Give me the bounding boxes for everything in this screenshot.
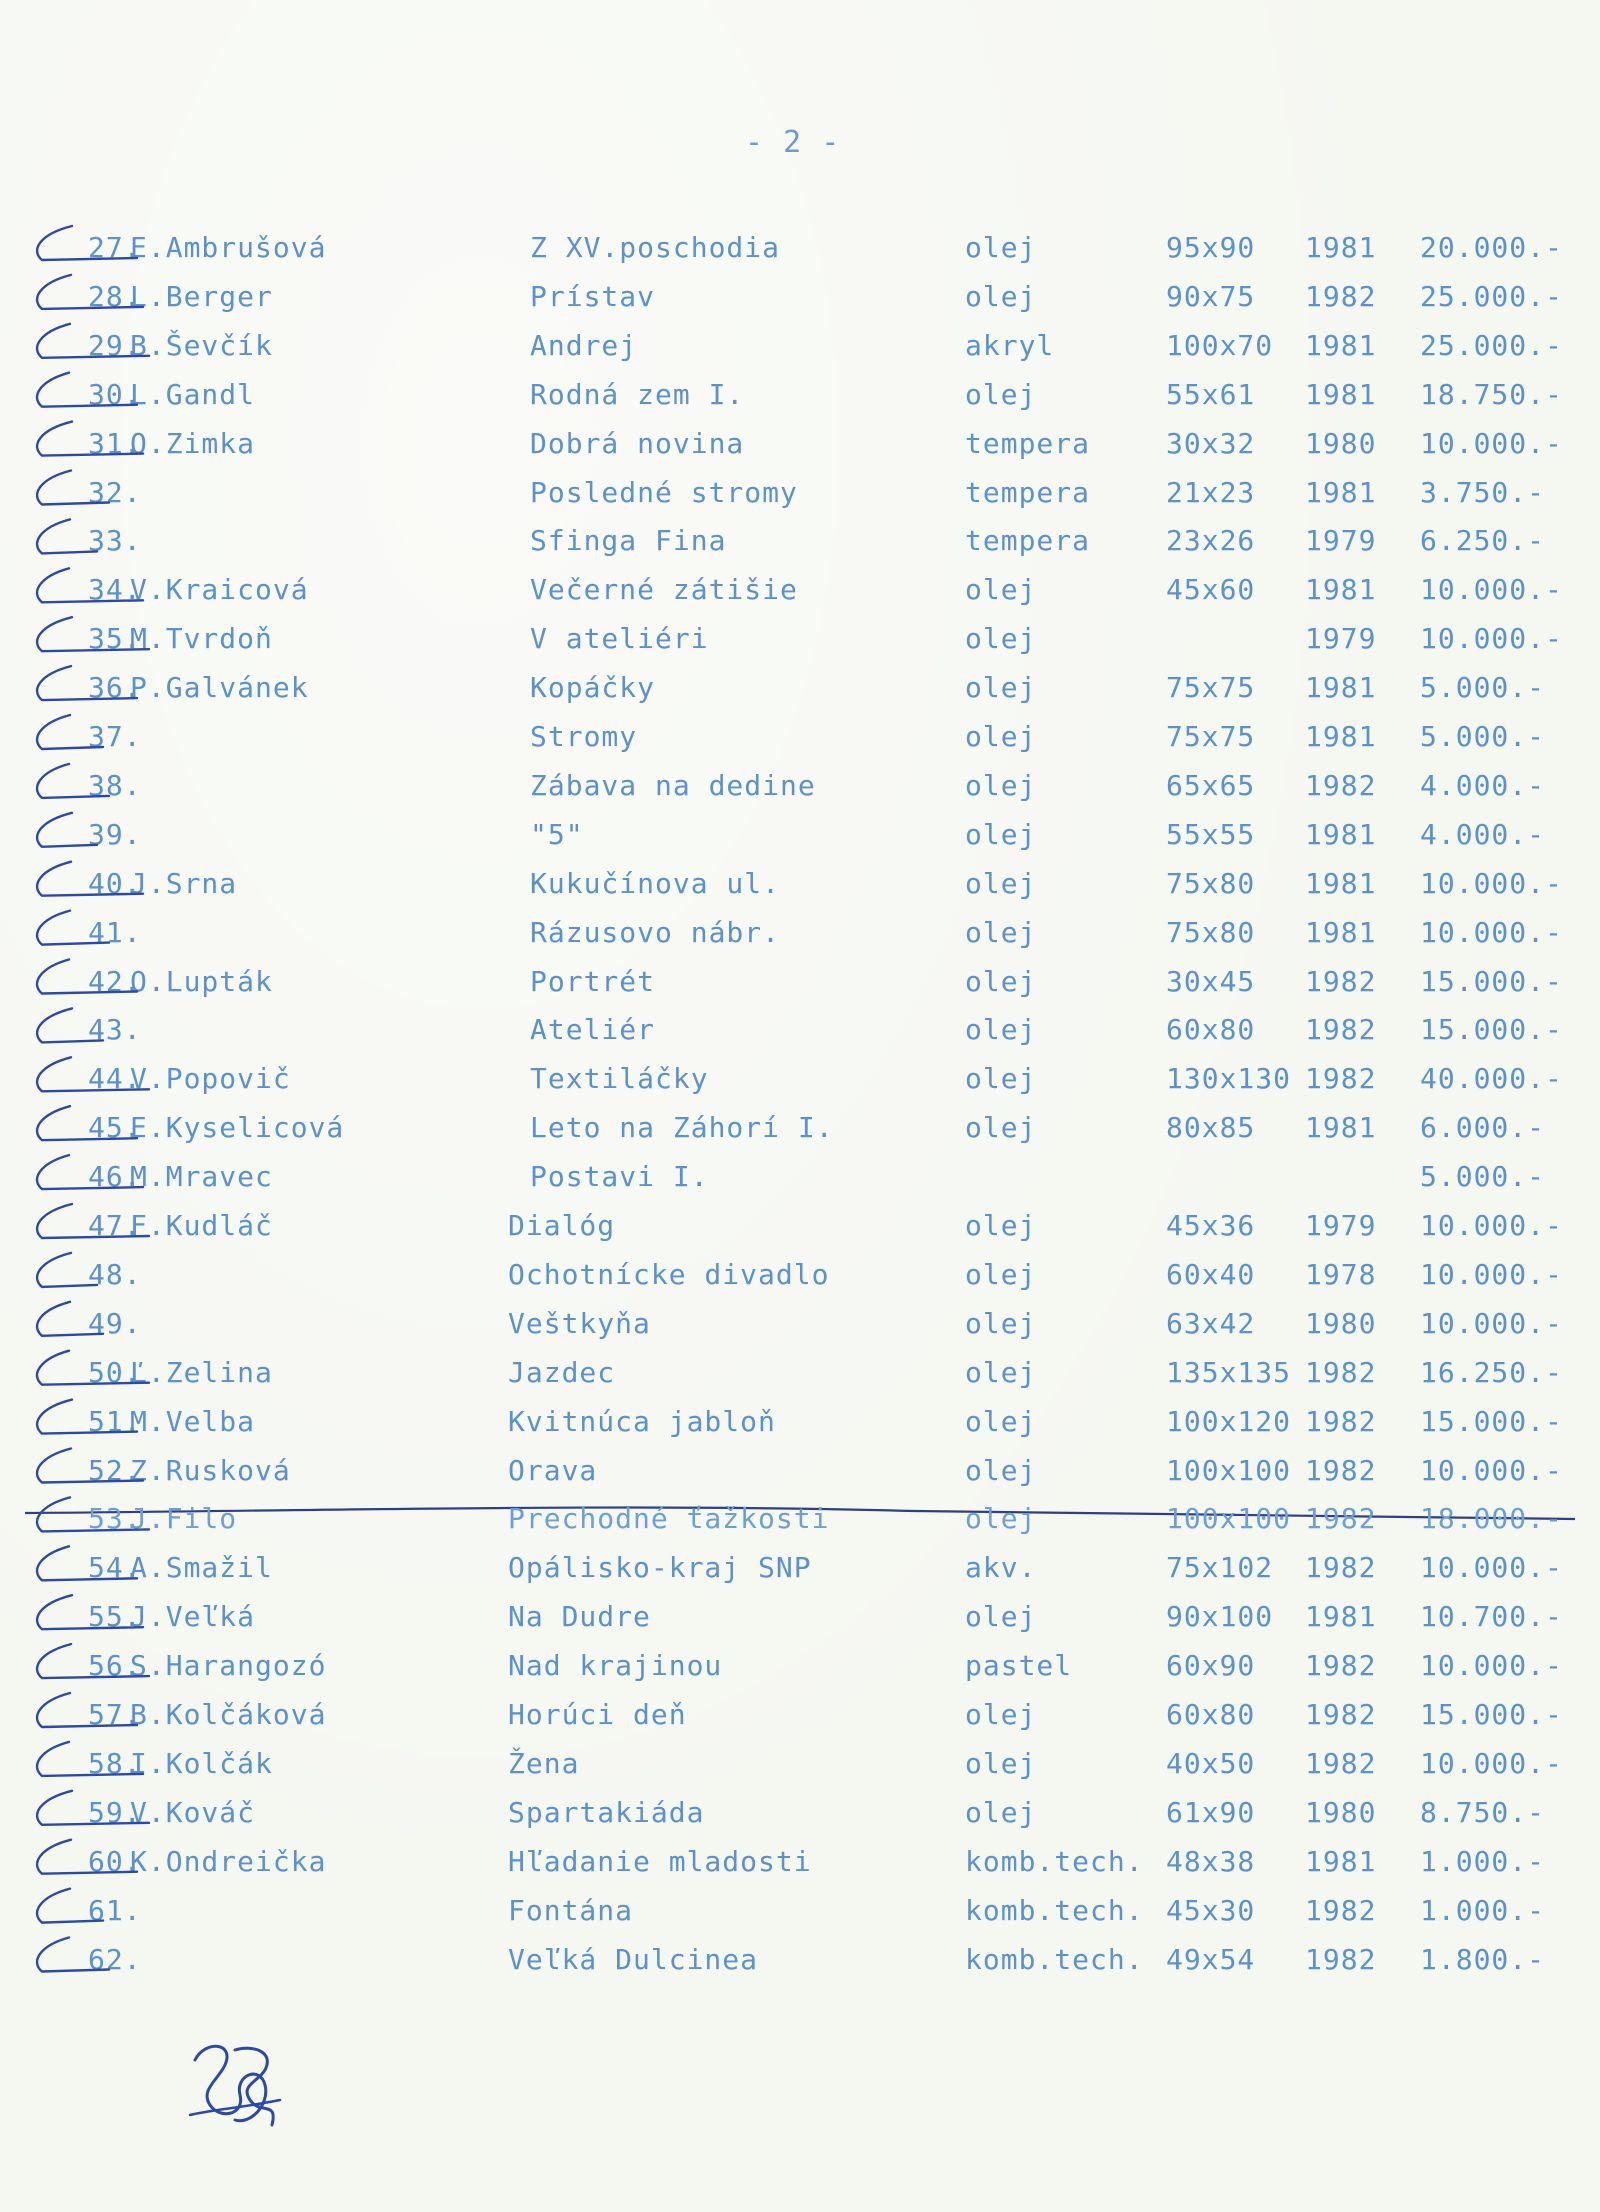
artist-name: B.Ševčík xyxy=(130,328,273,362)
year: 1982 xyxy=(1305,1013,1377,1047)
dimensions: 21x23 xyxy=(1166,475,1256,509)
technique: olej xyxy=(965,1795,1037,1829)
artwork-title: Opálisko-kraj SNP xyxy=(508,1551,812,1585)
artist-name: V.Popovič xyxy=(130,1062,291,1096)
year: 1981 xyxy=(1305,720,1377,753)
technique: olej xyxy=(965,1746,1037,1780)
price: 8.750.- xyxy=(1420,1795,1546,1829)
price: 3.750.- xyxy=(1420,475,1546,509)
dimensions: 60x40 xyxy=(1166,1257,1256,1291)
artwork-title: Sfinga Fina xyxy=(530,524,727,558)
table-row xyxy=(0,1736,1600,1785)
row-number: 28. xyxy=(88,279,142,313)
artwork-title: Kvitnúca jabloň xyxy=(508,1404,776,1438)
dimensions: 45x30 xyxy=(1166,1893,1256,1927)
price: 10.000.- xyxy=(1420,1209,1563,1242)
table-row xyxy=(0,1785,1600,1834)
year: 1982 xyxy=(1305,1355,1377,1389)
technique: olej xyxy=(965,622,1037,656)
technique: olej xyxy=(965,1306,1037,1340)
table-row xyxy=(0,1394,1600,1443)
artist-name: I.Kolčák xyxy=(130,1746,273,1780)
table-row xyxy=(0,1100,1600,1149)
dimensions: 100x100 xyxy=(1166,1502,1292,1536)
artwork-title: Zábava na dedine xyxy=(530,768,816,802)
artwork-title: Jazdec xyxy=(508,1355,616,1389)
table-row xyxy=(0,1296,1600,1345)
dimensions: 95x90 xyxy=(1166,231,1256,264)
technique: olej xyxy=(965,866,1037,900)
price: 15.000.- xyxy=(1420,1404,1563,1438)
year: 1981 xyxy=(1305,1844,1377,1878)
technique: olej xyxy=(965,1111,1037,1145)
year: 1980 xyxy=(1305,1795,1377,1829)
price: 5.000.- xyxy=(1420,671,1546,705)
price: 4.000.- xyxy=(1420,768,1546,802)
technique: olej xyxy=(965,1453,1037,1487)
artist-name: Z.Rusková xyxy=(130,1453,291,1487)
table-row xyxy=(0,1589,1600,1638)
dimensions: 80x85 xyxy=(1166,1111,1256,1145)
row-number: 37. xyxy=(88,720,142,753)
table-row xyxy=(0,709,1600,758)
row-number: 60. xyxy=(88,1844,142,1878)
price: 10.000.- xyxy=(1420,426,1563,460)
price: 25.000.- xyxy=(1420,328,1563,362)
technique: komb.tech. xyxy=(965,1893,1144,1927)
dimensions: 61x90 xyxy=(1166,1795,1256,1829)
artwork-title: Ochotnícke divadlo xyxy=(508,1257,830,1291)
artwork-title: Večerné zátišie xyxy=(530,573,798,607)
artwork-title: Portrét xyxy=(530,964,656,998)
handwritten-initials-icon xyxy=(180,2030,290,2140)
year: 1980 xyxy=(1305,426,1377,460)
price: 10.000.- xyxy=(1420,1453,1563,1487)
table-row xyxy=(0,1443,1600,1492)
dimensions: 75x80 xyxy=(1166,915,1256,949)
year: 1982 xyxy=(1305,1746,1377,1780)
price: 16.250.- xyxy=(1420,1355,1563,1389)
year: 1981 xyxy=(1305,231,1377,264)
artwork-title: Dobrá novina xyxy=(530,426,745,460)
price: 10.000.- xyxy=(1420,915,1563,949)
artwork-title: Leto na Záhorí I. xyxy=(530,1111,834,1145)
dimensions: 55x55 xyxy=(1166,817,1256,851)
row-number: 55. xyxy=(88,1600,142,1634)
dimensions: 40x50 xyxy=(1166,1746,1256,1780)
row-number: 53. xyxy=(88,1502,142,1536)
row-number: 43. xyxy=(88,1013,142,1047)
table-row xyxy=(0,1883,1600,1932)
table-row xyxy=(0,1247,1600,1296)
row-number: 58. xyxy=(88,1746,142,1780)
technique: olej xyxy=(965,671,1037,705)
technique: olej xyxy=(965,573,1037,607)
row-number: 47. xyxy=(88,1209,142,1242)
artist-name: S.Harangozó xyxy=(130,1649,327,1683)
artist-name: V.Kováč xyxy=(130,1795,256,1829)
technique: olej xyxy=(965,1257,1037,1291)
row-number: 61. xyxy=(88,1893,142,1927)
row-number: 33. xyxy=(88,524,142,558)
artwork-title: Textiláčky xyxy=(530,1062,709,1096)
artist-name: J.Veľká xyxy=(130,1600,256,1634)
technique: olej xyxy=(965,768,1037,802)
price: 18.000.- xyxy=(1420,1502,1563,1536)
technique: olej xyxy=(965,720,1037,753)
table-row xyxy=(0,1687,1600,1736)
price: 15.000.- xyxy=(1420,964,1563,998)
technique: olej xyxy=(965,1502,1037,1536)
table-row xyxy=(0,1198,1600,1247)
dimensions: 55x61 xyxy=(1166,377,1256,411)
artist-name: L.Gandl xyxy=(130,377,256,411)
technique: tempera xyxy=(965,426,1091,460)
technique: olej xyxy=(965,377,1037,411)
year: 1979 xyxy=(1305,524,1377,558)
technique: olej xyxy=(965,279,1037,313)
table-row xyxy=(0,1345,1600,1394)
price: 10.000.- xyxy=(1420,1257,1563,1291)
artwork-title: Veľká Dulcinea xyxy=(508,1942,759,1976)
row-number: 39. xyxy=(88,817,142,851)
table-row xyxy=(0,1638,1600,1687)
year: 1982 xyxy=(1305,1062,1377,1096)
price: 25.000.- xyxy=(1420,279,1563,313)
technique: olej xyxy=(965,817,1037,851)
year: 1982 xyxy=(1305,1649,1377,1683)
artist-name: M.Velba xyxy=(130,1404,256,1438)
artwork-title: Kukučínova ul. xyxy=(530,866,781,900)
artwork-title: Hľadanie mladosti xyxy=(508,1844,812,1878)
artwork-title: Andrej xyxy=(530,328,638,362)
artwork-title: Stromy xyxy=(530,720,638,753)
table-row xyxy=(0,1932,1600,1981)
table-row xyxy=(0,318,1600,367)
price: 20.000.- xyxy=(1420,231,1563,264)
year: 1980 xyxy=(1305,1306,1377,1340)
row-number: 34. xyxy=(88,573,142,607)
table-row xyxy=(0,1002,1600,1051)
artwork-title: Veštkyňa xyxy=(508,1306,651,1340)
year: 1978 xyxy=(1305,1257,1377,1291)
year: 1981 xyxy=(1305,1600,1377,1634)
row-number: 56. xyxy=(88,1649,142,1683)
artwork-title: Dialóg xyxy=(508,1209,616,1242)
dimensions: 63x42 xyxy=(1166,1306,1256,1340)
table-row xyxy=(0,1051,1600,1100)
artwork-title: Prístav xyxy=(530,279,656,313)
row-number: 46. xyxy=(88,1160,142,1194)
technique: olej xyxy=(965,964,1037,998)
table-row xyxy=(0,1834,1600,1883)
row-number: 40. xyxy=(88,866,142,900)
row-number: 27. xyxy=(88,231,142,264)
table-row xyxy=(0,367,1600,416)
dimensions: 135x135 xyxy=(1166,1355,1292,1389)
technique: olej xyxy=(965,1209,1037,1242)
artwork-title: Prechodné ťažkosti xyxy=(508,1502,830,1536)
artist-name: L.Berger xyxy=(130,279,273,313)
row-number: 32. xyxy=(88,475,142,509)
artwork-title: Nad krajinou xyxy=(508,1649,723,1683)
table-row xyxy=(0,1491,1600,1540)
technique: olej xyxy=(965,1404,1037,1438)
artist-name: O.Zimka xyxy=(130,426,256,460)
table-row xyxy=(0,611,1600,660)
row-number: 50. xyxy=(88,1355,142,1389)
technique: pastel xyxy=(965,1649,1073,1683)
row-number: 31. xyxy=(88,426,142,460)
artwork-title: Ateliér xyxy=(530,1013,656,1047)
dimensions: 30x32 xyxy=(1166,426,1256,460)
row-number: 41. xyxy=(88,915,142,949)
year: 1981 xyxy=(1305,573,1377,607)
row-number: 57. xyxy=(88,1698,142,1731)
table-row xyxy=(0,954,1600,1003)
dimensions: 75x75 xyxy=(1166,671,1256,705)
price: 10.000.- xyxy=(1420,1551,1563,1585)
year: 1982 xyxy=(1305,1551,1377,1585)
artist-name: J.Srna xyxy=(130,866,238,900)
row-number: 51. xyxy=(88,1404,142,1438)
price: 10.000.- xyxy=(1420,1306,1563,1340)
artist-name: F.Kudláč xyxy=(130,1209,273,1242)
year: 1981 xyxy=(1305,866,1377,900)
table-row xyxy=(0,1149,1600,1198)
artist-name: P.Galvánek xyxy=(130,671,309,705)
table-row xyxy=(0,807,1600,856)
artist-name: Ľ.Zelina xyxy=(130,1355,273,1389)
price: 1.000.- xyxy=(1420,1893,1546,1927)
year: 1982 xyxy=(1305,279,1377,313)
row-number: 52. xyxy=(88,1453,142,1487)
row-number: 59. xyxy=(88,1795,142,1829)
artist-name: B.Kolčáková xyxy=(130,1698,327,1731)
row-number: 48. xyxy=(88,1257,142,1291)
technique: olej xyxy=(965,1600,1037,1634)
row-number: 54. xyxy=(88,1551,142,1585)
artwork-title: V ateliéri xyxy=(530,622,709,656)
artist-name: K.Ondreička xyxy=(130,1844,327,1878)
dimensions: 100x100 xyxy=(1166,1453,1292,1487)
price: 15.000.- xyxy=(1420,1698,1563,1731)
table-row xyxy=(0,465,1600,514)
dimensions: 23x26 xyxy=(1166,524,1256,558)
technique: komb.tech. xyxy=(965,1942,1144,1976)
dimensions: 48x38 xyxy=(1166,1844,1256,1878)
price: 10.000.- xyxy=(1420,573,1563,607)
price: 15.000.- xyxy=(1420,1013,1563,1047)
page-number: - 2 - xyxy=(745,125,841,160)
artist-name: V.Kraicová xyxy=(130,573,309,607)
year: 1982 xyxy=(1305,1404,1377,1438)
artwork-title: Rázusovo nábr. xyxy=(530,915,781,949)
row-number: 36. xyxy=(88,671,142,705)
artwork-title: Orava xyxy=(508,1453,598,1487)
artist-name: M.Mravec xyxy=(130,1160,273,1194)
dimensions: 60x80 xyxy=(1166,1698,1256,1731)
technique: tempera xyxy=(965,475,1091,509)
price: 6.250.- xyxy=(1420,524,1546,558)
technique: olej xyxy=(965,1013,1037,1047)
table-row xyxy=(0,856,1600,905)
table-row xyxy=(0,513,1600,562)
technique: komb.tech. xyxy=(965,1844,1144,1878)
year: 1982 xyxy=(1305,964,1377,998)
year: 1981 xyxy=(1305,915,1377,949)
dimensions: 100x120 xyxy=(1166,1404,1292,1438)
table-row xyxy=(0,758,1600,807)
artwork-title: Horúci deň xyxy=(508,1698,687,1731)
row-number: 29. xyxy=(88,328,142,362)
technique: tempera xyxy=(965,524,1091,558)
year: 1979 xyxy=(1305,1209,1377,1242)
table-row xyxy=(0,905,1600,954)
dimensions: 75x75 xyxy=(1166,720,1256,753)
price: 1.800.- xyxy=(1420,1942,1546,1976)
artwork-title: Žena xyxy=(508,1746,580,1780)
year: 1979 xyxy=(1305,622,1377,656)
table-row xyxy=(0,562,1600,611)
artwork-title: Spartakiáda xyxy=(508,1795,705,1829)
table-row xyxy=(0,1540,1600,1589)
artist-name: M.Tvrdoň xyxy=(130,622,273,656)
dimensions: 49x54 xyxy=(1166,1942,1256,1976)
year: 1982 xyxy=(1305,1502,1377,1536)
year: 1981 xyxy=(1305,328,1377,362)
row-number: 38. xyxy=(88,768,142,802)
price: 4.000.- xyxy=(1420,817,1546,851)
technique: olej xyxy=(965,915,1037,949)
artist-name: E.Kyselicová xyxy=(130,1111,345,1145)
row-number: 45. xyxy=(88,1111,142,1145)
year: 1982 xyxy=(1305,1698,1377,1731)
year: 1982 xyxy=(1305,1942,1377,1976)
technique: akryl xyxy=(965,328,1055,362)
year: 1981 xyxy=(1305,377,1377,411)
technique: olej xyxy=(965,1062,1037,1096)
dimensions: 65x65 xyxy=(1166,768,1256,802)
year: 1982 xyxy=(1305,1453,1377,1487)
table-row xyxy=(0,660,1600,709)
artwork-title: Rodná zem I. xyxy=(530,377,745,411)
price: 10.000.- xyxy=(1420,622,1563,656)
price: 6.000.- xyxy=(1420,1111,1546,1145)
technique: olej xyxy=(965,1698,1037,1731)
price: 40.000.- xyxy=(1420,1062,1563,1096)
price: 10.000.- xyxy=(1420,866,1563,900)
dimensions: 100x70 xyxy=(1166,328,1274,362)
table-row xyxy=(0,416,1600,465)
price: 10.000.- xyxy=(1420,1746,1563,1780)
artist-name: A.Smažil xyxy=(130,1551,273,1585)
artist-name: E.Ambrušová xyxy=(130,231,327,264)
dimensions: 45x60 xyxy=(1166,573,1256,607)
dimensions: 130x130 xyxy=(1166,1062,1292,1096)
dimensions: 75x80 xyxy=(1166,866,1256,900)
artist-name: J.Filo xyxy=(130,1502,238,1536)
year: 1982 xyxy=(1305,768,1377,802)
artwork-title: "5" xyxy=(530,817,584,851)
row-number: 35. xyxy=(88,622,142,656)
artwork-title: Fontána xyxy=(508,1893,634,1927)
row-number: 44. xyxy=(88,1062,142,1096)
row-number: 30. xyxy=(88,377,142,411)
row-number: 49. xyxy=(88,1306,142,1340)
year: 1981 xyxy=(1305,817,1377,851)
dimensions: 75x102 xyxy=(1166,1551,1274,1585)
dimensions: 45x36 xyxy=(1166,1209,1256,1242)
artist-name: O.Lupták xyxy=(130,964,273,998)
dimensions: 60x80 xyxy=(1166,1013,1256,1047)
year: 1981 xyxy=(1305,671,1377,705)
price: 5.000.- xyxy=(1420,1160,1546,1194)
dimensions: 30x45 xyxy=(1166,964,1256,998)
year: 1982 xyxy=(1305,1893,1377,1927)
technique: akv. xyxy=(965,1551,1037,1585)
price: 1.000.- xyxy=(1420,1844,1546,1878)
dimensions: 90x100 xyxy=(1166,1600,1274,1634)
artwork-title: Postavi I. xyxy=(530,1160,709,1194)
artwork-title: Z XV.poschodia xyxy=(530,231,781,264)
price: 10.000.- xyxy=(1420,1649,1563,1683)
price: 5.000.- xyxy=(1420,720,1546,753)
artwork-title: Na Dudre xyxy=(508,1600,651,1634)
price: 18.750.- xyxy=(1420,377,1563,411)
dimensions: 90x75 xyxy=(1166,279,1256,313)
artwork-title: Kopáčky xyxy=(530,671,656,705)
artwork-title: Posledné stromy xyxy=(530,475,798,509)
price: 10.700.- xyxy=(1420,1600,1563,1634)
year: 1981 xyxy=(1305,475,1377,509)
table-row xyxy=(0,269,1600,318)
technique: olej xyxy=(965,1355,1037,1389)
row-number: 42. xyxy=(88,964,142,998)
technique: olej xyxy=(965,231,1037,264)
year: 1981 xyxy=(1305,1111,1377,1145)
row-number: 62. xyxy=(88,1942,142,1976)
table-row xyxy=(0,220,1600,269)
dimensions: 60x90 xyxy=(1166,1649,1256,1683)
